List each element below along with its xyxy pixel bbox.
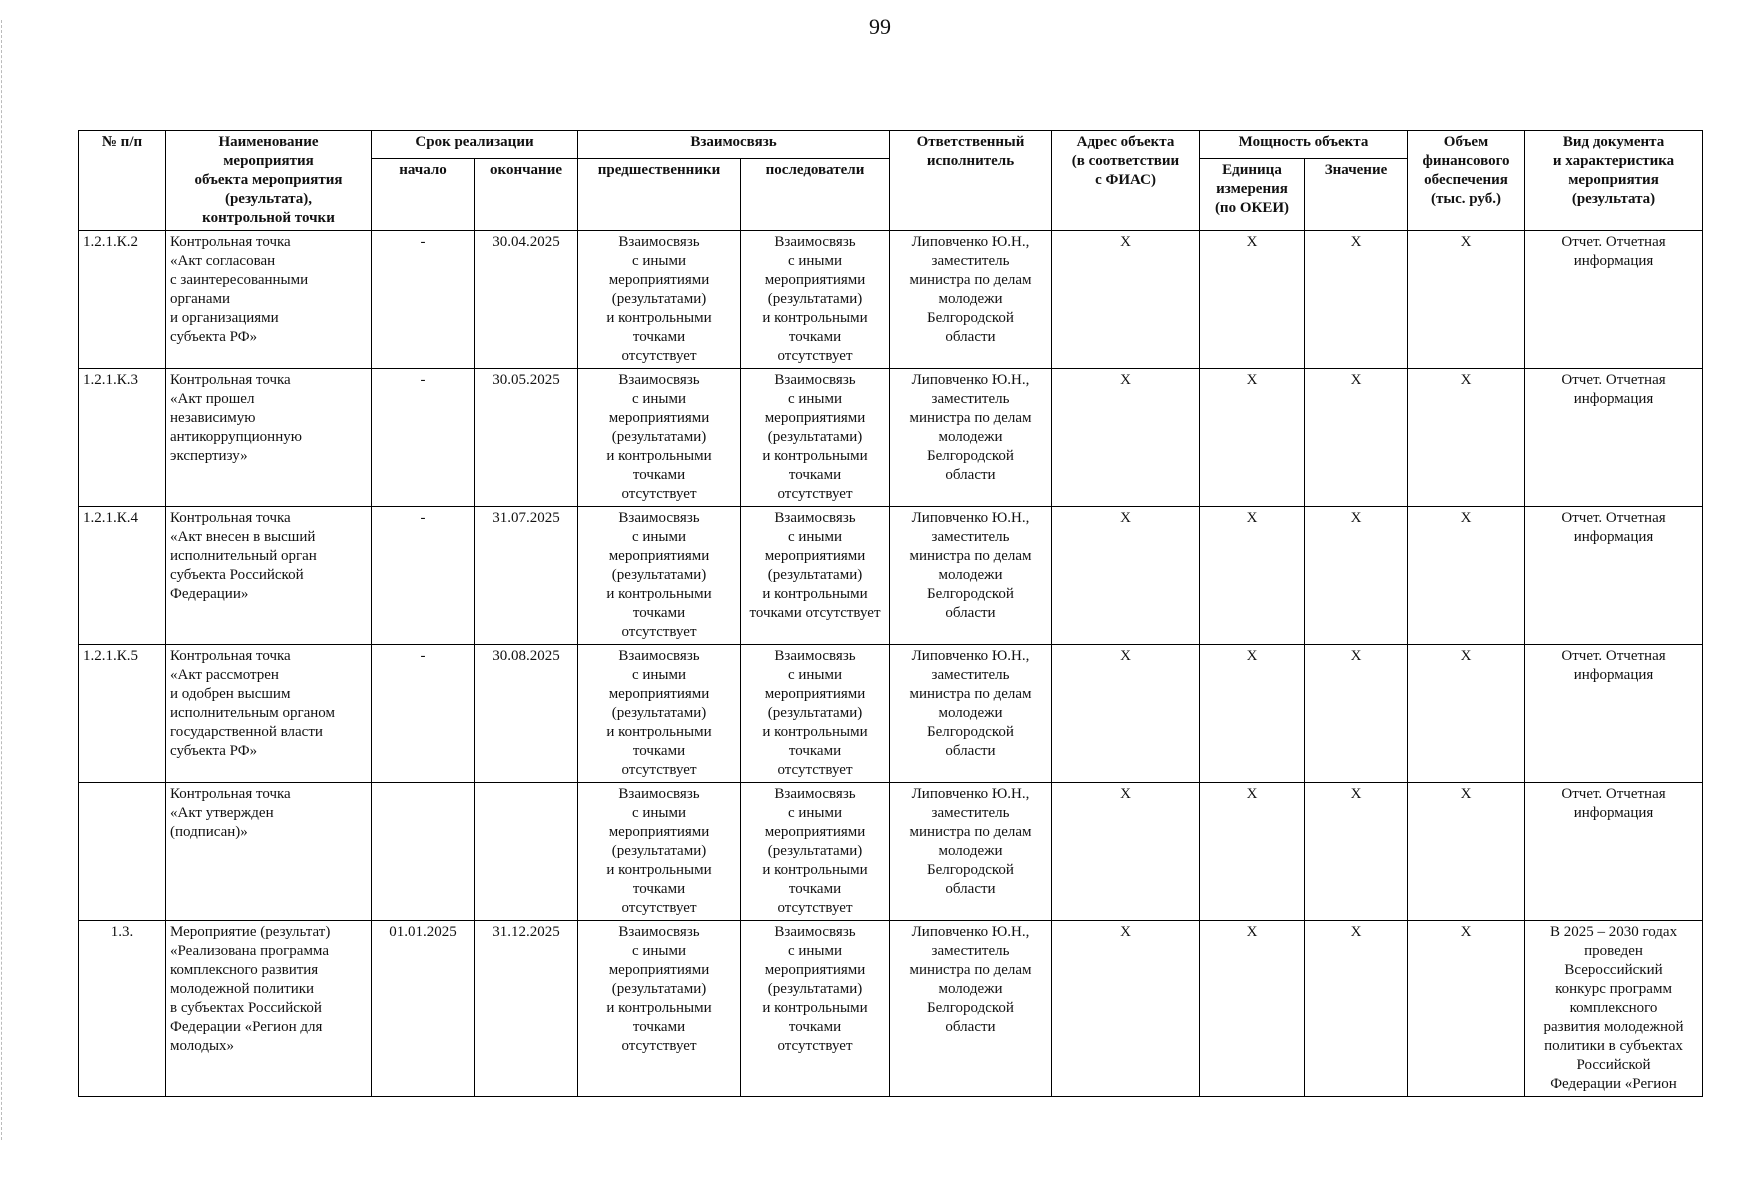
- cell-unit: X: [1200, 645, 1305, 783]
- cell-address: X: [1052, 507, 1200, 645]
- header-capacity: Мощность объекта: [1200, 131, 1408, 159]
- cell-value: X: [1305, 231, 1408, 369]
- cell-responsible: Липовченко Ю.Н., заместитель министра по делам молодежи Белгородской области: [890, 783, 1052, 921]
- cell-responsible: Липовченко Ю.Н., заместитель министра по делам молодежи Белгородской области: [890, 231, 1052, 369]
- cell-address: X: [1052, 645, 1200, 783]
- scan-edge-mark: [1, 20, 3, 1140]
- header-address: Адрес объекта (в соответствии с ФИАС): [1052, 131, 1200, 231]
- cell-unit: X: [1200, 231, 1305, 369]
- cell-end: 30.04.2025: [475, 231, 578, 369]
- cell-doc: Отчет. Отчетная информация: [1525, 231, 1703, 369]
- cell-end: 30.05.2025: [475, 369, 578, 507]
- cell-unit: X: [1200, 921, 1305, 1097]
- cell-successors: Взаимосвязь с иными мероприятиями (результатами) и контрольными точками отсутствует: [741, 645, 890, 783]
- cell-end: 30.08.2025: [475, 645, 578, 783]
- cell-num: [79, 783, 166, 921]
- cell-num: 1.2.1.К.5: [79, 645, 166, 783]
- cell-value: X: [1305, 507, 1408, 645]
- cell-responsible: Липовченко Ю.Н., заместитель министра по делам молодежи Белгородской области: [890, 369, 1052, 507]
- cell-value: X: [1305, 369, 1408, 507]
- cell-name: Контрольная точка «Акт согласован с заинтересованными органами и организациями субъекта РФ»: [166, 231, 372, 369]
- cell-successors: Взаимосвязь с иными мероприятиями (результатами) и контрольными точками отсутствует: [741, 231, 890, 369]
- header-name: Наименование мероприятия объекта мероприятия (результата), контрольной точки: [166, 131, 372, 231]
- cell-address: X: [1052, 369, 1200, 507]
- table-row: [79, 231, 1703, 369]
- header-term: Срок реализации: [372, 131, 578, 159]
- cell-finance: X: [1408, 645, 1525, 783]
- cell-start: -: [372, 645, 475, 783]
- cell-value: X: [1305, 921, 1408, 1097]
- cell-doc: В 2025 – 2030 годах проведен Всероссийский конкурс программ комплексного развития молодежной политики в субъектах Российской Федерации «Регион: [1525, 921, 1703, 1097]
- cell-name: Мероприятие (результат) «Реализована программа комплексного развития молодежной политики в субъектах Российской Федерации «Регион для молодых»: [166, 921, 372, 1097]
- cell-predecessors: Взаимосвязь с иными мероприятиями (результатами) и контрольными точками отсутствует: [578, 231, 741, 369]
- cell-value: X: [1305, 645, 1408, 783]
- cell-num: 1.2.1.К.4: [79, 507, 166, 645]
- cell-doc: Отчет. Отчетная информация: [1525, 645, 1703, 783]
- cell-address: X: [1052, 783, 1200, 921]
- cell-predecessors: Взаимосвязь с иными мероприятиями (результатами) и контрольными точками отсутствует: [578, 369, 741, 507]
- table-row: [79, 645, 1703, 783]
- cell-responsible: Липовченко Ю.Н., заместитель министра по делам молодежи Белгородской области: [890, 645, 1052, 783]
- cell-finance: X: [1408, 231, 1525, 369]
- cell-unit: X: [1200, 369, 1305, 507]
- cell-name: Контрольная точка «Акт внесен в высший исполнительный орган субъекта Российской Федерации»: [166, 507, 372, 645]
- cell-successors: Взаимосвязь с иными мероприятиями (результатами) и контрольными точками отсутствует: [741, 369, 890, 507]
- cell-name: Контрольная точка «Акт прошел независимую антикоррупционную экспертизу»: [166, 369, 372, 507]
- cell-predecessors: Взаимосвязь с иными мероприятиями (результатами) и контрольными точками отсутствует: [578, 507, 741, 645]
- cell-finance: X: [1408, 507, 1525, 645]
- cell-responsible: Липовченко Ю.Н., заместитель министра по делам молодежи Белгородской области: [890, 921, 1052, 1097]
- header-link-succ: последователи: [741, 158, 890, 230]
- cell-num: 1.3.: [79, 921, 166, 1097]
- table-row: [79, 369, 1703, 507]
- header-cap-value: Значение: [1305, 158, 1408, 230]
- plan-table: [78, 130, 1703, 1097]
- header-term-end: окончание: [475, 158, 578, 230]
- cell-finance: X: [1408, 369, 1525, 507]
- page-number: 99: [869, 14, 891, 39]
- table-row: [79, 921, 1703, 1097]
- header-finance: Объем финансового обеспечения (тыс. руб.): [1408, 131, 1525, 231]
- cell-predecessors: Взаимосвязь с иными мероприятиями (результатами) и контрольными точками отсутствует: [578, 783, 741, 921]
- cell-unit: X: [1200, 507, 1305, 645]
- cell-address: X: [1052, 921, 1200, 1097]
- header-term-start: начало: [372, 158, 475, 230]
- cell-doc: Отчет. Отчетная информация: [1525, 783, 1703, 921]
- cell-num: 1.2.1.К.3: [79, 369, 166, 507]
- cell-value: X: [1305, 783, 1408, 921]
- table-row: [79, 507, 1703, 645]
- cell-num: 1.2.1.К.2: [79, 231, 166, 369]
- header-link: Взаимосвязь: [578, 131, 890, 159]
- cell-name: Контрольная точка «Акт рассмотрен и одобрен высшим исполнительным органом государственной власти субъекта РФ»: [166, 645, 372, 783]
- table-header-row: [79, 131, 1703, 159]
- cell-predecessors: Взаимосвязь с иными мероприятиями (результатами) и контрольными точками отсутствует: [578, 921, 741, 1097]
- table-row: [79, 783, 1703, 921]
- cell-successors: Взаимосвязь с иными мероприятиями (результатами) и контрольными точками отсутствует: [741, 507, 890, 645]
- cell-start: -: [372, 369, 475, 507]
- header-doc-type: Вид документа и характеристика мероприятия (результата): [1525, 131, 1703, 231]
- header-num: № п/п: [79, 131, 166, 231]
- cell-start: -: [372, 507, 475, 645]
- cell-end: 31.07.2025: [475, 507, 578, 645]
- cell-start: -: [372, 231, 475, 369]
- cell-start: 01.01.2025: [372, 921, 475, 1097]
- cell-name: Контрольная точка «Акт утвержден (подписан)»: [166, 783, 372, 921]
- cell-doc: Отчет. Отчетная информация: [1525, 507, 1703, 645]
- cell-end: [475, 783, 578, 921]
- cell-end: 31.12.2025: [475, 921, 578, 1097]
- header-link-pred: предшественники: [578, 158, 741, 230]
- cell-successors: Взаимосвязь с иными мероприятиями (результатами) и контрольными точками отсутствует: [741, 921, 890, 1097]
- cell-finance: X: [1408, 783, 1525, 921]
- header-cap-unit: Единица измерения (по ОКЕИ): [1200, 158, 1305, 230]
- cell-successors: Взаимосвязь с иными мероприятиями (результатами) и контрольными точками отсутствует: [741, 783, 890, 921]
- cell-start: [372, 783, 475, 921]
- cell-predecessors: Взаимосвязь с иными мероприятиями (результатами) и контрольными точками отсутствует: [578, 645, 741, 783]
- header-responsible: Ответственный исполнитель: [890, 131, 1052, 231]
- cell-finance: X: [1408, 921, 1525, 1097]
- cell-address: X: [1052, 231, 1200, 369]
- cell-doc: Отчет. Отчетная информация: [1525, 369, 1703, 507]
- cell-unit: X: [1200, 783, 1305, 921]
- cell-responsible: Липовченко Ю.Н., заместитель министра по делам молодежи Белгородской области: [890, 507, 1052, 645]
